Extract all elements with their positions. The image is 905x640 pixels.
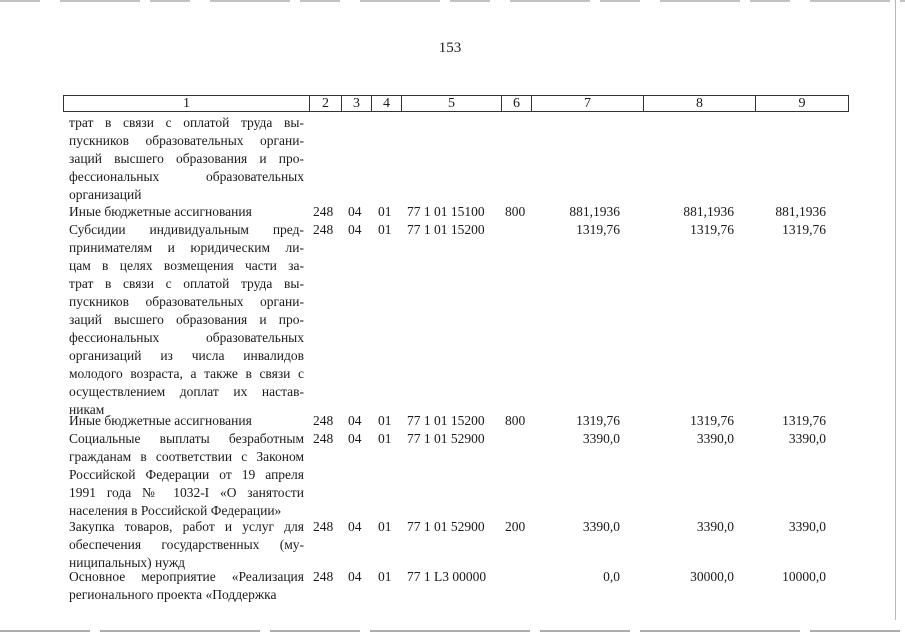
header-col-9: 9	[755, 96, 848, 111]
row-cell-c2: 248	[313, 204, 334, 219]
row-description-line: пускников образовательных органи-	[69, 294, 304, 309]
row-description-line: обеспечения государственных (му-	[69, 537, 304, 552]
row-cell-c7: 1319,76	[576, 413, 620, 428]
scan-top-edge	[0, 0, 905, 2]
row-cell-c3: 04	[348, 204, 362, 219]
row-cell-c8: 1319,76	[690, 222, 734, 237]
row-cell-c6: 800	[505, 413, 526, 428]
row-description-line: фессиональных образовательных	[69, 169, 304, 184]
row-cell-c7: 3390,0	[582, 519, 620, 534]
row-cell-c8: 3390,0	[696, 519, 734, 534]
row-description-line: Основное мероприятие «Реализация	[69, 569, 304, 584]
row-description-line: трат в связи с оплатой труда вы-	[69, 276, 304, 291]
row-description-line: осуществлением доплат их настав-	[69, 384, 304, 399]
row-cell-c8: 881,1936	[683, 204, 734, 219]
row-cell-c8: 3390,0	[696, 431, 734, 446]
row-cell-c4: 01	[378, 519, 392, 534]
row-description-line: никам	[69, 402, 105, 417]
row-cell-c9: 881,1936	[775, 204, 826, 219]
row-cell-c3: 04	[348, 222, 362, 237]
row-description-line: молодого возраста, а также в связи с	[69, 366, 304, 381]
scan-right-edge	[895, 0, 896, 620]
row-cell-c2: 248	[313, 519, 334, 534]
row-cell-c4: 01	[378, 222, 392, 237]
row-cell-c8: 1319,76	[690, 413, 734, 428]
row-cell-c2: 248	[313, 431, 334, 446]
row-description-line: Российской Федерации от 19 апреля	[69, 467, 304, 482]
row-description-line: заций высшего образования и про-	[69, 151, 304, 166]
row-description-line: Социальные выплаты безработным	[69, 431, 304, 446]
row-description-line: принимателям и юридическим ли-	[69, 240, 304, 255]
header-col-1: 1	[183, 96, 190, 111]
header-col-7: 7	[531, 96, 643, 111]
row-description-line: 1991 года № 1032-I «О занятости	[69, 485, 304, 500]
row-cell-c2: 248	[313, 413, 334, 428]
row-cell-c5: 77 1 L3 00000	[407, 569, 487, 584]
row-description-line: пускников образовательных органи-	[69, 133, 304, 148]
row-description-line: заций высшего образования и про-	[69, 312, 304, 327]
row-description-line: цам в целях возмещения части за-	[69, 258, 304, 273]
row-description-line: гражданам в соответствии с Законом	[69, 449, 304, 464]
row-cell-c5: 77 1 01 15200	[407, 413, 485, 428]
row-cell-c2: 248	[313, 222, 334, 237]
row-cell-c3: 04	[348, 431, 362, 446]
row-cell-c5: 77 1 01 15200	[407, 222, 485, 237]
row-description-line: организаций	[69, 187, 142, 202]
row-cell-c8: 30000,0	[690, 569, 734, 584]
row-description-line: ниципальных) нужд	[69, 555, 186, 570]
row-cell-c4: 01	[378, 569, 392, 584]
row-description-line: Закупка товаров, работ и услуг для	[69, 519, 304, 534]
row-cell-c4: 01	[378, 431, 392, 446]
row-cell-c5: 77 1 01 15100	[407, 204, 485, 219]
row-cell-c6: 800	[505, 204, 526, 219]
row-cell-c7: 0,0	[603, 569, 620, 584]
row-description-line: населения в Российской Федерации»	[69, 503, 282, 518]
row-cell-c3: 04	[348, 519, 362, 534]
row-description-line: Иные бюджетные ассигнования	[69, 204, 252, 219]
row-cell-c2: 248	[313, 569, 334, 584]
row-cell-c9: 10000,0	[782, 569, 826, 584]
row-cell-c9: 3390,0	[788, 431, 826, 446]
row-cell-c7: 881,1936	[569, 204, 620, 219]
row-cell-c6: 200	[505, 519, 526, 534]
row-cell-c4: 01	[378, 413, 392, 428]
header-col-6: 6	[501, 96, 531, 111]
page-number: 153	[438, 40, 462, 56]
row-cell-c3: 04	[348, 569, 362, 584]
row-description-line: фессиональных образовательных	[69, 330, 304, 345]
row-description-line: трат в связи с оплатой труда вы-	[69, 115, 304, 130]
row-description-line: Субсидии индивидуальным пред-	[69, 222, 304, 237]
table-header-row	[63, 95, 849, 112]
row-cell-c3: 04	[348, 413, 362, 428]
row-cell-c5: 77 1 01 52900	[407, 519, 485, 534]
header-col-5: 5	[401, 96, 501, 111]
row-cell-c7: 1319,76	[576, 222, 620, 237]
row-description-line: организаций из числа инвалидов	[69, 348, 304, 363]
header-col-3: 3	[341, 96, 371, 111]
row-description-line: регионального проекта «Поддержка	[69, 587, 277, 602]
row-cell-c5: 77 1 01 52900	[407, 431, 485, 446]
scan-bottom-edge	[0, 630, 905, 632]
row-cell-c7: 3390,0	[582, 431, 620, 446]
row-cell-c9: 1319,76	[782, 222, 826, 237]
row-description-line: Иные бюджетные ассигнования	[69, 413, 252, 428]
row-cell-c9: 3390,0	[788, 519, 826, 534]
header-col-2: 2	[309, 96, 341, 111]
header-col-8: 8	[643, 96, 755, 111]
row-cell-c9: 1319,76	[782, 413, 826, 428]
row-cell-c4: 01	[378, 204, 392, 219]
header-col-4: 4	[371, 96, 401, 111]
